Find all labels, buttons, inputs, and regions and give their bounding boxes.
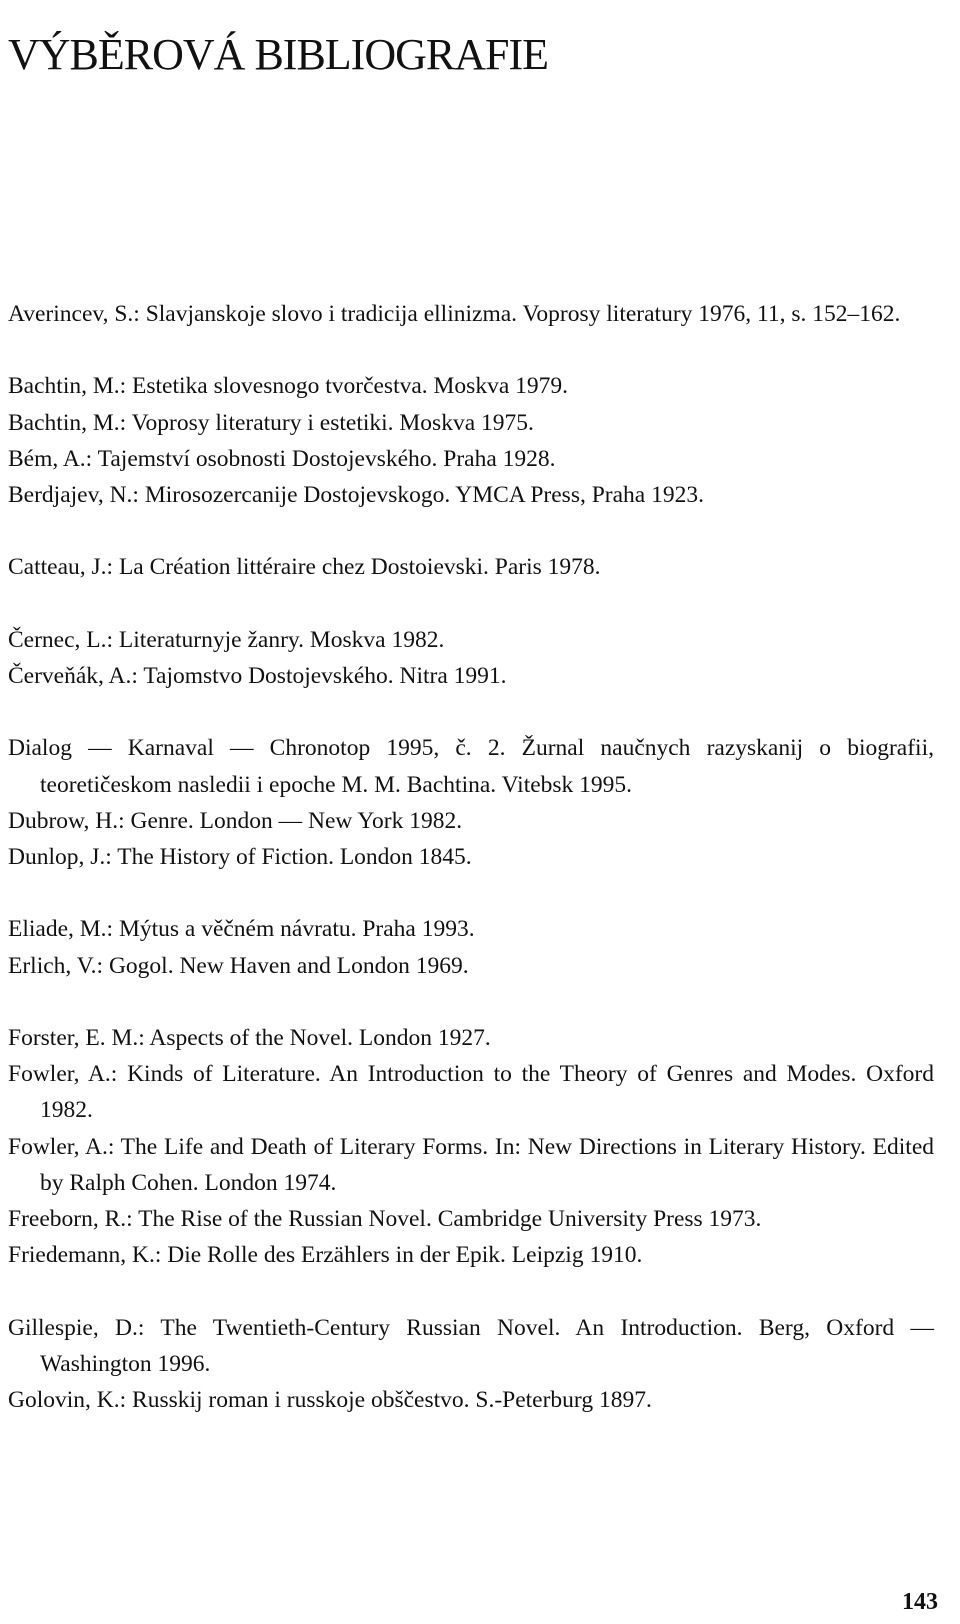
bibliography-entry: Erlich, V.: Gogol. New Haven and London 1969. bbox=[8, 952, 469, 979]
bibliography-entry: Forster, E. M.: Aspects of the Novel. London 1927. bbox=[8, 1024, 491, 1051]
bibliography-entry: Černec, L.: Literaturnyje žanry. Moskva 1982. bbox=[8, 626, 445, 653]
bibliography-entry: Fowler, A.: The Life and Death of Literary Forms. In: New Directions in Literary History. Edited by Ralph Cohen. London 1974. bbox=[8, 1133, 934, 1196]
bibliography-entry: Dunlop, J.: The History of Fiction. London 1845. bbox=[8, 843, 472, 870]
bibliography-entry: Friedemann, K.: Die Rolle des Erzählers in der Epik. Leipzig 1910. bbox=[8, 1242, 643, 1269]
bibliography-entry: Golovin, K.: Russkij roman i russkoje obščestvo. S.-Peterburg 1897. bbox=[8, 1386, 652, 1413]
bibliography-entry: Bém, A.: Tajemství osobnosti Dostojevského. Praha 1928. bbox=[8, 445, 556, 472]
bibliography-entry: Averincev, S.: Slavjanskoje slovo i tradicija ellinizma. Voprosy literatury 1976, 11, s. 152–162. bbox=[8, 301, 901, 327]
bibliography-list bbox=[8, 296, 934, 1418]
group-spacer bbox=[8, 1273, 934, 1309]
page-title: VÝBĚROVÁ BIBLIOGRAFIE bbox=[8, 30, 548, 80]
group-spacer bbox=[8, 332, 934, 368]
group-spacer bbox=[8, 694, 934, 730]
bibliography-entry: Dialog — Karnaval — Chronotop 1995, č. 2. Žurnal naučnych razyskanij o biografii, teoretičeskom nasledii i epoche M. M. Bachtina. Vitebsk 1995. bbox=[8, 735, 934, 798]
page-number: 143 bbox=[902, 1589, 938, 1615]
group-spacer bbox=[8, 513, 934, 549]
group-spacer bbox=[8, 586, 934, 622]
bibliography-entry: Červeňák, A.: Tajomstvo Dostojevského. Nitra 1991. bbox=[8, 662, 507, 689]
group-spacer bbox=[8, 875, 934, 911]
bibliography-entry: Gillespie, D.: The Twentieth-Century Russian Novel. An Introduction. Berg, Oxford — Washington 1996. bbox=[8, 1314, 934, 1377]
bibliography-entry: Freeborn, R.: The Rise of the Russian Novel. Cambridge University Press 1973. bbox=[8, 1205, 762, 1232]
bibliography-entry: Bachtin, M.: Voprosy literatury i estetiki. Moskva 1975. bbox=[8, 409, 534, 436]
bibliography-entry: Bachtin, M.: Estetika slovesnogo tvorčestva. Moskva 1979. bbox=[8, 373, 569, 400]
bibliography-entry: Berdjajev, N.: Mirosozercanije Dostojevskogo. YMCA Press, Praha 1923. bbox=[8, 482, 704, 508]
bibliography-entry: Eliade, M.: Mýtus a věčném návratu. Praha 1993. bbox=[8, 916, 475, 943]
bibliography-entry: Fowler, A.: Kinds of Literature. An Introduction to the Theory of Genres and Modes. Oxford 1982. bbox=[8, 1061, 934, 1124]
group-spacer bbox=[8, 984, 934, 1020]
bibliography-entry: Catteau, J.: La Création littéraire chez Dostoievski. Paris 1978. bbox=[8, 554, 601, 581]
bibliography-entry: Dubrow, H.: Genre. London — New York 1982. bbox=[8, 807, 463, 834]
